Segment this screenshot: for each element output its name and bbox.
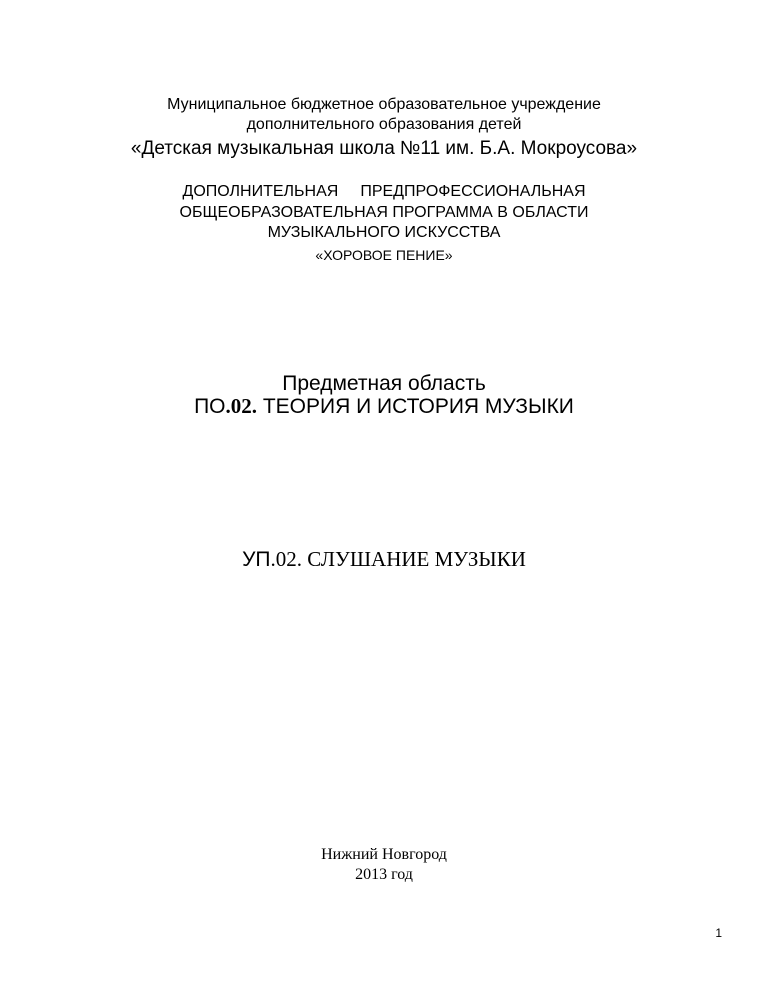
- institution-line-1: Муниципальное бюджетное образовательное учреждение: [167, 96, 601, 113]
- school-name: «Детская музыкальная школа №11 им. Б.А. Мокроусова»: [130, 138, 638, 159]
- institution-line-2: дополнительного образования детей: [246, 116, 522, 133]
- subject-code-prefix: УП: [242, 548, 271, 571]
- program-line-1: [0, 183, 768, 201]
- subject-area-code-prefix: ПО: [194, 395, 226, 418]
- program-line-2: ОБЩЕОБРАЗОВАТЕЛЬНАЯ ПРОГРАММА В ОБЛАСТИ: [179, 204, 589, 221]
- program-line-1-part-2: ПРЕДПРОФЕССИОНАЛЬНАЯ: [360, 183, 586, 200]
- program-name: «ХОРОВОЕ ПЕНИЕ»: [315, 247, 453, 263]
- program-line-3: МУЗЫКАЛЬНОГО ИСКУССТВА: [267, 224, 501, 241]
- subject-area-code-number: .02.: [225, 394, 258, 418]
- subject-title: [0, 547, 768, 572]
- program-line-1-part-1: ДОПОЛНИТЕЛЬНАЯ: [182, 183, 339, 200]
- page-number: 1: [715, 926, 722, 940]
- subject-name: .02. СЛУШАНИЕ МУЗЫКИ: [270, 547, 526, 571]
- subject-area-label: Предметная область: [282, 372, 486, 395]
- subject-area-title: [0, 394, 768, 419]
- city: Нижний Новгород: [321, 846, 447, 863]
- subject-area-name: ТЕОРИЯ И ИСТОРИЯ МУЗЫКИ: [257, 395, 574, 418]
- year: 2013 год: [355, 866, 413, 883]
